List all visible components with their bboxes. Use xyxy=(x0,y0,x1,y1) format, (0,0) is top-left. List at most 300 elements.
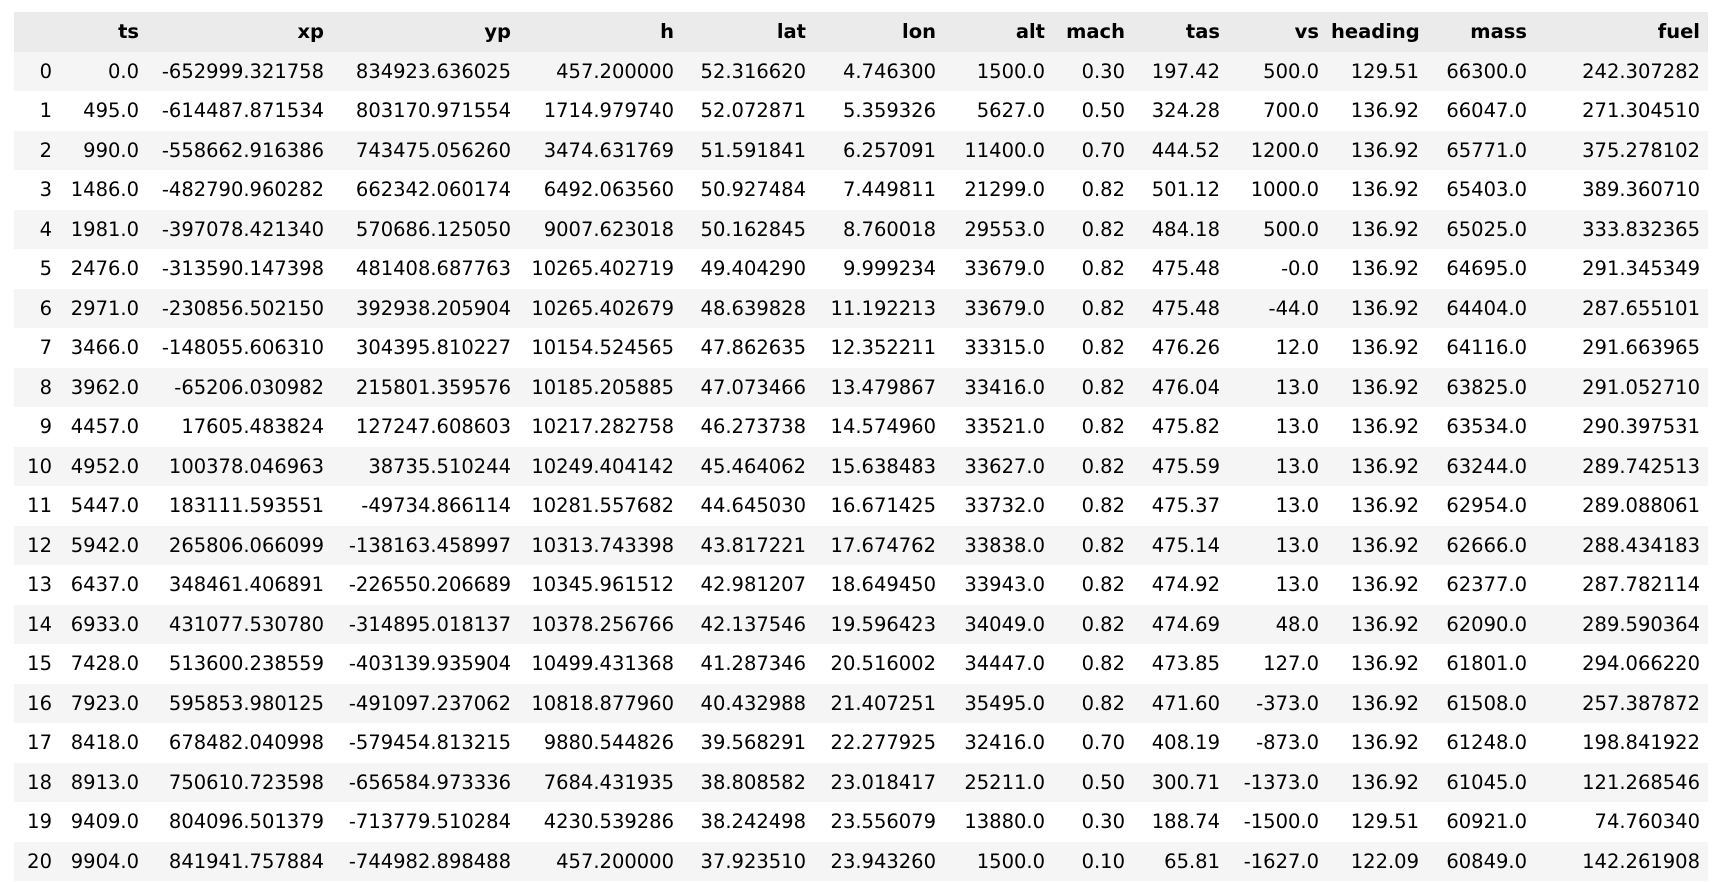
row-index: 2 xyxy=(39,138,52,162)
cell-mach: 0.30 xyxy=(1081,810,1125,834)
cell-alt: 13880.0 xyxy=(964,810,1045,834)
cell-lat: 44.645030 xyxy=(700,494,806,518)
cell-ts: 3962.0 xyxy=(70,375,139,399)
cell-yp: 743475.056260 xyxy=(355,138,511,162)
table-row xyxy=(14,763,1708,803)
cell-alt: 25211.0 xyxy=(964,770,1045,794)
cell-alt: 1500.0 xyxy=(976,59,1045,83)
cell-lon: 12.352211 xyxy=(830,336,936,360)
cell-vs: 13.0 xyxy=(1275,494,1319,518)
cell-mach: 0.82 xyxy=(1081,415,1125,439)
cell-h: 10818.877960 xyxy=(531,691,674,715)
cell-xp: 265806.066099 xyxy=(168,533,324,557)
cell-tas: 300.71 xyxy=(1151,770,1220,794)
table-row xyxy=(14,210,1708,250)
cell-fuel: 289.742513 xyxy=(1582,454,1700,478)
cell-fuel: 289.590364 xyxy=(1582,612,1700,636)
cell-ts: 7923.0 xyxy=(70,691,139,715)
table-row xyxy=(14,407,1708,447)
cell-mach: 0.82 xyxy=(1081,296,1125,320)
cell-lon: 21.407251 xyxy=(830,691,936,715)
cell-yp: -713779.510284 xyxy=(348,810,511,834)
cell-fuel: 291.052710 xyxy=(1582,375,1700,399)
cell-tas: 473.85 xyxy=(1151,652,1220,676)
cell-lat: 49.404290 xyxy=(700,257,806,281)
column-header-mach: mach xyxy=(1053,12,1133,52)
cell-h: 10378.256766 xyxy=(531,612,674,636)
cell-h: 9007.623018 xyxy=(543,217,674,241)
cell-mass: 66300.0 xyxy=(1446,59,1527,83)
cell-lat: 46.273738 xyxy=(700,415,806,439)
cell-yp: 570686.125050 xyxy=(355,217,511,241)
cell-mass: 60849.0 xyxy=(1446,849,1527,873)
cell-tas: 475.14 xyxy=(1151,533,1220,557)
cell-yp: 304395.810227 xyxy=(355,336,511,360)
cell-xp: 431077.530780 xyxy=(168,612,324,636)
cell-yp: -656584.973336 xyxy=(348,770,511,794)
row-index: 17 xyxy=(27,731,52,755)
cell-heading: 136.92 xyxy=(1350,217,1419,241)
table-body xyxy=(14,52,1708,882)
cell-ts: 2476.0 xyxy=(70,257,139,281)
cell-heading: 136.92 xyxy=(1350,533,1419,557)
cell-tas: 475.82 xyxy=(1151,415,1220,439)
cell-mass: 61508.0 xyxy=(1446,691,1527,715)
cell-h: 457.200000 xyxy=(556,59,674,83)
cell-lon: 23.943260 xyxy=(830,849,936,873)
cell-h: 3474.631769 xyxy=(543,138,674,162)
cell-vs: 500.0 xyxy=(1263,59,1319,83)
cell-heading: 136.92 xyxy=(1350,770,1419,794)
cell-fuel: 198.841922 xyxy=(1582,731,1700,755)
cell-yp: -314895.018137 xyxy=(348,612,511,636)
cell-ts: 9409.0 xyxy=(70,810,139,834)
cell-fuel: 389.360710 xyxy=(1582,178,1700,202)
cell-lat: 52.072871 xyxy=(700,99,806,123)
row-index: 5 xyxy=(39,257,52,281)
cell-mass: 64695.0 xyxy=(1446,257,1527,281)
cell-lon: 7.449811 xyxy=(842,178,936,202)
cell-mach: 0.82 xyxy=(1081,217,1125,241)
cell-mass: 65025.0 xyxy=(1446,217,1527,241)
row-index: 14 xyxy=(27,612,52,636)
table-row xyxy=(14,802,1708,842)
cell-vs: 13.0 xyxy=(1275,375,1319,399)
cell-vs: -1500.0 xyxy=(1243,810,1319,834)
cell-tas: 408.19 xyxy=(1151,731,1220,755)
cell-ts: 0.0 xyxy=(107,59,139,83)
cell-ts: 6437.0 xyxy=(70,573,139,597)
cell-mass: 62090.0 xyxy=(1446,612,1527,636)
cell-lon: 17.674762 xyxy=(830,533,936,557)
column-header-h: h xyxy=(519,12,682,52)
cell-heading: 136.92 xyxy=(1350,336,1419,360)
header-row xyxy=(14,12,1708,52)
cell-alt: 33521.0 xyxy=(964,415,1045,439)
cell-yp: 834923.636025 xyxy=(355,59,511,83)
cell-tas: 476.26 xyxy=(1151,336,1220,360)
dataframe-table xyxy=(14,12,1708,881)
cell-h: 7684.431935 xyxy=(543,770,674,794)
cell-vs: -44.0 xyxy=(1268,296,1319,320)
cell-ts: 4457.0 xyxy=(70,415,139,439)
cell-tas: 474.92 xyxy=(1151,573,1220,597)
cell-tas: 475.48 xyxy=(1151,296,1220,320)
cell-ts: 3466.0 xyxy=(70,336,139,360)
cell-lon: 9.999234 xyxy=(842,257,936,281)
column-header-heading: heading xyxy=(1327,12,1427,52)
cell-yp: 38735.510244 xyxy=(368,454,511,478)
cell-fuel: 257.387872 xyxy=(1582,691,1700,715)
cell-lat: 43.817221 xyxy=(700,533,806,557)
cell-ts: 9904.0 xyxy=(70,849,139,873)
cell-fuel: 288.434183 xyxy=(1582,533,1700,557)
cell-vs: -1627.0 xyxy=(1243,849,1319,873)
cell-yp: -491097.237062 xyxy=(348,691,511,715)
cell-mass: 65403.0 xyxy=(1446,178,1527,202)
cell-yp: 481408.687763 xyxy=(355,257,511,281)
cell-xp: 17605.483824 xyxy=(181,415,324,439)
cell-yp: -49734.866114 xyxy=(361,494,511,518)
cell-alt: 5627.0 xyxy=(976,99,1045,123)
cell-heading: 136.92 xyxy=(1350,415,1419,439)
row-index: 19 xyxy=(27,810,52,834)
cell-tas: 474.69 xyxy=(1151,612,1220,636)
cell-lat: 38.808582 xyxy=(700,770,806,794)
column-header-mass: mass xyxy=(1427,12,1535,52)
cell-h: 1714.979740 xyxy=(543,99,674,123)
table-row xyxy=(14,328,1708,368)
cell-ts: 2971.0 xyxy=(70,296,139,320)
cell-lat: 41.287346 xyxy=(700,652,806,676)
table-header xyxy=(14,12,1708,52)
cell-ts: 1981.0 xyxy=(70,217,139,241)
row-index: 4 xyxy=(39,217,52,241)
table-row xyxy=(14,91,1708,131)
cell-fuel: 74.760340 xyxy=(1594,810,1700,834)
cell-yp: 803170.971554 xyxy=(355,99,511,123)
cell-ts: 4952.0 xyxy=(70,454,139,478)
cell-alt: 33679.0 xyxy=(964,296,1045,320)
cell-mass: 61045.0 xyxy=(1446,770,1527,794)
index-header xyxy=(14,12,60,52)
cell-fuel: 242.307282 xyxy=(1582,59,1700,83)
cell-lon: 11.192213 xyxy=(830,296,936,320)
cell-heading: 136.92 xyxy=(1350,494,1419,518)
table-row xyxy=(14,526,1708,566)
cell-h: 10499.431368 xyxy=(531,652,674,676)
cell-tas: 65.81 xyxy=(1164,849,1220,873)
cell-fuel: 287.655101 xyxy=(1582,296,1700,320)
cell-mach: 0.82 xyxy=(1081,257,1125,281)
cell-lat: 38.242498 xyxy=(700,810,806,834)
cell-yp: 127247.608603 xyxy=(355,415,511,439)
cell-xp: -652999.321758 xyxy=(161,59,324,83)
cell-heading: 136.92 xyxy=(1350,612,1419,636)
cell-mass: 62954.0 xyxy=(1446,494,1527,518)
cell-lon: 19.596423 xyxy=(830,612,936,636)
cell-tas: 197.42 xyxy=(1151,59,1220,83)
cell-xp: 750610.723598 xyxy=(168,770,324,794)
cell-mach: 0.82 xyxy=(1081,494,1125,518)
cell-tas: 471.60 xyxy=(1151,691,1220,715)
cell-xp: -230856.502150 xyxy=(161,296,324,320)
cell-mass: 62377.0 xyxy=(1446,573,1527,597)
cell-mach: 0.70 xyxy=(1081,731,1125,755)
table-row xyxy=(14,131,1708,171)
cell-alt: 34447.0 xyxy=(964,652,1045,676)
cell-lon: 14.574960 xyxy=(830,415,936,439)
cell-mach: 0.82 xyxy=(1081,336,1125,360)
cell-xp: -65206.030982 xyxy=(174,375,324,399)
cell-lat: 50.162845 xyxy=(700,217,806,241)
cell-mass: 62666.0 xyxy=(1446,533,1527,557)
column-header-vs: vs xyxy=(1228,12,1327,52)
row-index: 12 xyxy=(27,533,52,557)
cell-tas: 501.12 xyxy=(1151,178,1220,202)
cell-mass: 63244.0 xyxy=(1446,454,1527,478)
cell-mach: 0.30 xyxy=(1081,59,1125,83)
table-row xyxy=(14,249,1708,289)
cell-mass: 64116.0 xyxy=(1446,336,1527,360)
row-index: 1 xyxy=(39,99,52,123)
cell-xp: 678482.040998 xyxy=(168,731,324,755)
table-row xyxy=(14,842,1708,882)
cell-xp: -148055.606310 xyxy=(161,336,324,360)
cell-ts: 6933.0 xyxy=(70,612,139,636)
cell-alt: 33838.0 xyxy=(964,533,1045,557)
cell-tas: 475.37 xyxy=(1151,494,1220,518)
row-index: 6 xyxy=(39,296,52,320)
cell-heading: 129.51 xyxy=(1350,59,1419,83)
cell-ts: 7428.0 xyxy=(70,652,139,676)
cell-xp: -558662.916386 xyxy=(161,138,324,162)
cell-xp: 348461.406891 xyxy=(168,573,324,597)
cell-heading: 136.92 xyxy=(1350,375,1419,399)
cell-xp: -313590.147398 xyxy=(161,257,324,281)
cell-lat: 50.927484 xyxy=(700,178,806,202)
cell-mach: 0.82 xyxy=(1081,178,1125,202)
cell-h: 9880.544826 xyxy=(543,731,674,755)
cell-mass: 63534.0 xyxy=(1446,415,1527,439)
cell-fuel: 291.345349 xyxy=(1582,257,1700,281)
cell-lon: 15.638483 xyxy=(830,454,936,478)
cell-tas: 324.28 xyxy=(1151,99,1220,123)
cell-alt: 21299.0 xyxy=(964,178,1045,202)
column-header-lat: lat xyxy=(682,12,814,52)
cell-ts: 8913.0 xyxy=(70,770,139,794)
cell-yp: 662342.060174 xyxy=(355,178,511,202)
cell-vs: -1373.0 xyxy=(1243,770,1319,794)
cell-lon: 6.257091 xyxy=(842,138,936,162)
cell-yp: -403139.935904 xyxy=(348,652,511,676)
table-row xyxy=(14,52,1708,92)
table-row xyxy=(14,368,1708,408)
cell-alt: 33679.0 xyxy=(964,257,1045,281)
cell-fuel: 375.278102 xyxy=(1582,138,1700,162)
cell-mach: 0.82 xyxy=(1081,375,1125,399)
cell-tas: 188.74 xyxy=(1151,810,1220,834)
row-index: 20 xyxy=(27,849,52,873)
cell-alt: 35495.0 xyxy=(964,691,1045,715)
cell-heading: 122.09 xyxy=(1350,849,1419,873)
cell-mach: 0.82 xyxy=(1081,533,1125,557)
cell-h: 6492.063560 xyxy=(543,178,674,202)
cell-lon: 23.556079 xyxy=(830,810,936,834)
cell-fuel: 290.397531 xyxy=(1582,415,1700,439)
cell-alt: 1500.0 xyxy=(976,849,1045,873)
cell-vs: 500.0 xyxy=(1263,217,1319,241)
table-row xyxy=(14,170,1708,210)
cell-h: 10313.743398 xyxy=(531,533,674,557)
cell-fuel: 121.268546 xyxy=(1582,770,1700,794)
row-index: 9 xyxy=(39,415,52,439)
cell-vs: -373.0 xyxy=(1256,691,1319,715)
cell-heading: 136.92 xyxy=(1350,652,1419,676)
cell-vs: 1000.0 xyxy=(1250,178,1319,202)
cell-vs: -0.0 xyxy=(1280,257,1319,281)
cell-xp: -482790.960282 xyxy=(161,178,324,202)
cell-tas: 475.48 xyxy=(1151,257,1220,281)
row-index: 16 xyxy=(27,691,52,715)
cell-ts: 5942.0 xyxy=(70,533,139,557)
cell-mass: 61801.0 xyxy=(1446,652,1527,676)
cell-fuel: 142.261908 xyxy=(1582,849,1700,873)
table-row xyxy=(14,447,1708,487)
cell-h: 457.200000 xyxy=(556,849,674,873)
cell-heading: 136.92 xyxy=(1350,731,1419,755)
cell-mach: 0.70 xyxy=(1081,138,1125,162)
cell-heading: 136.92 xyxy=(1350,178,1419,202)
cell-vs: 13.0 xyxy=(1275,454,1319,478)
cell-xp: 595853.980125 xyxy=(168,691,324,715)
cell-lon: 8.760018 xyxy=(842,217,936,241)
table-row xyxy=(14,723,1708,763)
cell-lat: 39.568291 xyxy=(700,731,806,755)
cell-heading: 136.92 xyxy=(1350,99,1419,123)
cell-xp: 804096.501379 xyxy=(168,810,324,834)
cell-ts: 8418.0 xyxy=(70,731,139,755)
column-header-fuel: fuel xyxy=(1535,12,1708,52)
cell-lon: 20.516002 xyxy=(830,652,936,676)
cell-h: 10185.205885 xyxy=(531,375,674,399)
cell-h: 4230.539286 xyxy=(543,810,674,834)
cell-h: 10249.404142 xyxy=(531,454,674,478)
cell-lon: 18.649450 xyxy=(830,573,936,597)
cell-mass: 63825.0 xyxy=(1446,375,1527,399)
cell-fuel: 271.304510 xyxy=(1582,99,1700,123)
cell-vs: 13.0 xyxy=(1275,415,1319,439)
table-row xyxy=(14,684,1708,724)
cell-vs: 13.0 xyxy=(1275,573,1319,597)
cell-vs: 13.0 xyxy=(1275,533,1319,557)
row-index: 15 xyxy=(27,652,52,676)
cell-fuel: 287.782114 xyxy=(1582,573,1700,597)
cell-fuel: 289.088061 xyxy=(1582,494,1700,518)
cell-lat: 37.923510 xyxy=(700,849,806,873)
column-header-lon: lon xyxy=(814,12,944,52)
column-header-yp: yp xyxy=(332,12,519,52)
table-row xyxy=(14,605,1708,645)
table-row xyxy=(14,565,1708,605)
cell-yp: -138163.458997 xyxy=(348,533,511,557)
cell-fuel: 291.663965 xyxy=(1582,336,1700,360)
table-row xyxy=(14,644,1708,684)
cell-h: 10281.557682 xyxy=(531,494,674,518)
cell-lat: 47.073466 xyxy=(700,375,806,399)
cell-vs: -873.0 xyxy=(1256,731,1319,755)
cell-mach: 0.82 xyxy=(1081,691,1125,715)
cell-yp: -744982.898488 xyxy=(348,849,511,873)
cell-lon: 23.018417 xyxy=(830,770,936,794)
cell-h: 10345.961512 xyxy=(531,573,674,597)
cell-alt: 32416.0 xyxy=(964,731,1045,755)
row-index: 3 xyxy=(39,178,52,202)
cell-alt: 33315.0 xyxy=(964,336,1045,360)
cell-lat: 42.981207 xyxy=(700,573,806,597)
cell-vs: 700.0 xyxy=(1263,99,1319,123)
cell-alt: 33416.0 xyxy=(964,375,1045,399)
cell-ts: 495.0 xyxy=(83,99,139,123)
cell-mach: 0.82 xyxy=(1081,612,1125,636)
cell-fuel: 294.066220 xyxy=(1582,652,1700,676)
row-index: 8 xyxy=(39,375,52,399)
cell-alt: 33943.0 xyxy=(964,573,1045,597)
cell-lat: 47.862635 xyxy=(700,336,806,360)
cell-lon: 5.359326 xyxy=(842,99,936,123)
cell-ts: 990.0 xyxy=(83,138,139,162)
cell-mach: 0.50 xyxy=(1081,770,1125,794)
column-header-ts: ts xyxy=(60,12,147,52)
cell-heading: 129.51 xyxy=(1350,810,1419,834)
cell-ts: 1486.0 xyxy=(70,178,139,202)
cell-mass: 64404.0 xyxy=(1446,296,1527,320)
cell-lat: 40.432988 xyxy=(700,691,806,715)
cell-alt: 11400.0 xyxy=(964,138,1045,162)
cell-mach: 0.82 xyxy=(1081,573,1125,597)
cell-xp: 183111.593551 xyxy=(168,494,324,518)
cell-mass: 60921.0 xyxy=(1446,810,1527,834)
column-header-tas: tas xyxy=(1133,12,1228,52)
cell-mass: 65771.0 xyxy=(1446,138,1527,162)
cell-mach: 0.10 xyxy=(1081,849,1125,873)
cell-yp: 215801.359576 xyxy=(355,375,511,399)
cell-lon: 22.277925 xyxy=(830,731,936,755)
row-index: 13 xyxy=(27,573,52,597)
cell-alt: 29553.0 xyxy=(964,217,1045,241)
cell-mass: 61248.0 xyxy=(1446,731,1527,755)
cell-heading: 136.92 xyxy=(1350,138,1419,162)
cell-mach: 0.82 xyxy=(1081,454,1125,478)
cell-lon: 13.479867 xyxy=(830,375,936,399)
cell-vs: 1200.0 xyxy=(1250,138,1319,162)
cell-lat: 45.464062 xyxy=(700,454,806,478)
cell-lat: 48.639828 xyxy=(700,296,806,320)
cell-mach: 0.82 xyxy=(1081,652,1125,676)
cell-h: 10154.524565 xyxy=(531,336,674,360)
cell-yp: 392938.205904 xyxy=(355,296,511,320)
cell-vs: 12.0 xyxy=(1275,336,1319,360)
cell-yp: -226550.206689 xyxy=(348,573,511,597)
cell-xp: -614487.871534 xyxy=(161,99,324,123)
cell-heading: 136.92 xyxy=(1350,257,1419,281)
cell-lat: 52.316620 xyxy=(700,59,806,83)
cell-h: 10265.402719 xyxy=(531,257,674,281)
cell-heading: 136.92 xyxy=(1350,296,1419,320)
row-index: 11 xyxy=(27,494,52,518)
cell-h: 10217.282758 xyxy=(531,415,674,439)
cell-heading: 136.92 xyxy=(1350,691,1419,715)
